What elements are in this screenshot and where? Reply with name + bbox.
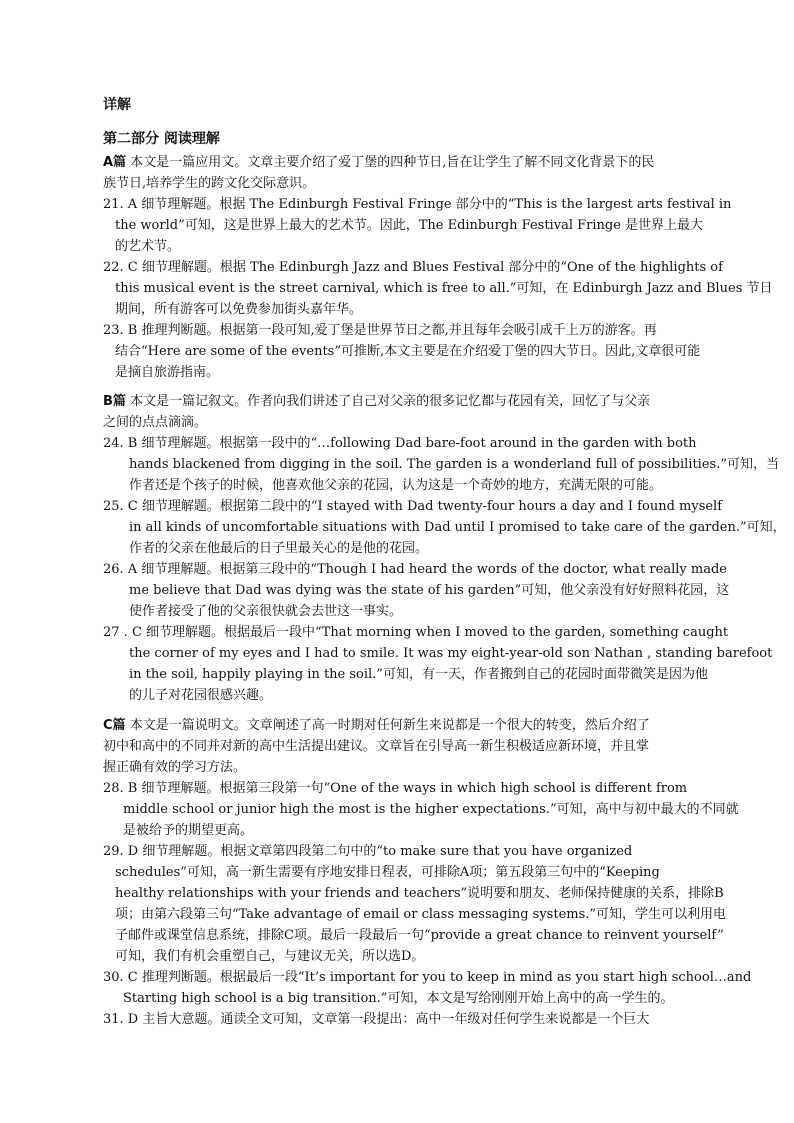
section-title: 第二部分 阅读理解 (103, 131, 220, 147)
passage-a-intro-cont: 族节日,培养学生的跨文化交际意识。 (103, 176, 316, 191)
answer-23-cont: 结合“Here are some of the events”可推断,本文主要是在介绍爱丁堡的四大节日。因此,文章很可能 (115, 344, 701, 359)
passage-b-intro-cont: 之间的点点滴滴。 (103, 415, 208, 430)
answer-28-cont: 是被给予的期望更高。 (123, 823, 254, 838)
passage-c-intro-cont: 初中和高中的不同并对新的高中生活提出建议。文章旨在引导高一新生积极适应新环境，并且掌 (103, 739, 650, 754)
answer-25-cont: 作者的父亲在他最后的日子里最关心的是他的花园。 (129, 541, 429, 556)
answer-21-cont: 的艺术节。 (115, 239, 181, 254)
passage-a-intro: A篇 本文是一篇应用文。文章主要介绍了爱丁堡的四种节日,旨在让学生了解不同文化背景下的民 (103, 155, 655, 170)
answer-27-cont: the corner of my eyes and I had to smile. It was my eight-year-old son Nathan , standing barefoot (129, 646, 773, 661)
answer-26-cont: 使作者接受了他的父亲很快就会去世这一事实。 (129, 604, 403, 619)
answer-24-cont: 作者还是个孩子的时候，他喜欢他父亲的花园，认为这是一个奇妙的地方，充满无限的可能。 (129, 478, 663, 493)
page-title: 详解 (103, 97, 131, 113)
answer-22-cont: this musical event is the street carnival, which is free to all.”可知，在 Edinburgh Jazz and Blues 节日 (115, 281, 773, 296)
answer-21-cont: the world”可知，这是世界上最大的艺术节。因此，The Edinburgh Festival Fringe 是世界上最大 (115, 218, 704, 233)
answer-27-cont: in the soil, happily playing in the soil.”可知，有一天，作者搬到自己的花园时面带微笑是因为他 (129, 667, 708, 682)
answer-31: 31. D 主旨大意题。通读全文可知，文章第一段提出：高中一年级对任何学生来说都是一个巨大 (103, 1012, 650, 1027)
answer-26-cont: me believe that Dad was dying was the state of his garden”可知，他父亲没有好好照料花园，这 (129, 583, 730, 598)
answer-29-cont: 可知，我们有机会重塑自己，与建议无关，所以选D。 (115, 949, 425, 964)
answer-29-cont: healthy relationships with your friends and teachers”说明要和朋友、老师保持健康的关系，排除B (115, 886, 724, 901)
answer-29-cont: 子邮件或课堂信息系统，排除C项。最后一段最后一句“provide a great chance to reinvent yourself” (115, 928, 724, 943)
passage-b-intro: B篇 本文是一篇记叙文。作者向我们讲述了自己对父亲的很多记忆都与花园有关，回忆了与父亲 (103, 394, 651, 409)
answer-30-cont: Starting high school is a big transition.”可知，本文是写给刚刚开始上高中的高一学生的。 (123, 991, 674, 1006)
answer-25-cont: in all kinds of uncomfortable situations with Dad until I promised to take care of the garden.”可知， (129, 520, 786, 535)
answer-28: 28. B 细节理解题。根据第三段第一句“One of the ways in which high school is different from (103, 781, 688, 796)
answer-25: 25. C 细节理解题。根据第二段中的“I stayed with Dad twenty-four hours a day and I found myself (103, 499, 723, 514)
answer-27-cont: 的儿子对花园很感兴趣。 (129, 688, 273, 703)
answer-21: 21. A 细节理解题。根据 The Edinburgh Festival Fringe 部分中的“This is the largest arts festival in (103, 197, 732, 212)
answer-24-cont: hands blackened from digging in the soil. The garden is a wonderland full of possibilities.”可知，当 (129, 457, 779, 472)
answer-22: 22. C 细节理解题。根据 The Edinburgh Jazz and Blues Festival 部分中的“One of the highlights of (103, 260, 723, 275)
answer-29-cont: 项；由第六段第三句“Take advantage of email or class messaging systems.”可知，学生可以利用电 (115, 907, 727, 922)
answer-29-cont: schedules”可知，高一新生需要有序地安排日程表，可排除A项；第五段第三句中的“Keeping (115, 865, 660, 880)
passage-a-label: A篇 (103, 155, 127, 170)
answer-30: 30. C 推理判断题。根据最后一段“It’s important for you to keep in mind as you start high school…and (103, 970, 752, 985)
answer-23: 23. B 推理判断题。根据第一段可知,爱丁堡是世界节日之都,并且每年会吸引成千上万的游客。再 (103, 323, 657, 338)
answer-23-cont: 是摘自旅游指南。 (115, 365, 220, 380)
passage-c-label: C篇 (103, 718, 126, 733)
answer-26: 26. A 细节理解题。根据第三段中的“Though I had heard the words of the doctor, what really made (103, 562, 727, 577)
passage-b-label: B篇 (103, 394, 126, 409)
answer-29: 29. D 细节理解题。根据文章第四段第二句中的“to make sure that you have organized (103, 844, 633, 859)
answer-22-cont: 期间，所有游客可以免费参加街头嘉年华。 (115, 302, 363, 317)
passage-c-intro-cont: 握正确有效的学习方法。 (103, 760, 247, 775)
answer-24: 24. B 细节理解题。根据第一段中的“…following Dad bare-foot around in the garden with both (103, 436, 697, 451)
passage-c-intro: C篇 本文是一篇说明文。文章阐述了高一时期对任何新生来说都是一个很大的转变，然后介绍了 (103, 718, 650, 733)
answer-28-cont: middle school or junior high the most is the higher expectations.”可知，高中与初中最大的不同就 (123, 802, 739, 817)
answer-27: 27 . C 细节理解题。根据最后一段中“That morning when I moved to the garden, something caught (103, 625, 729, 640)
